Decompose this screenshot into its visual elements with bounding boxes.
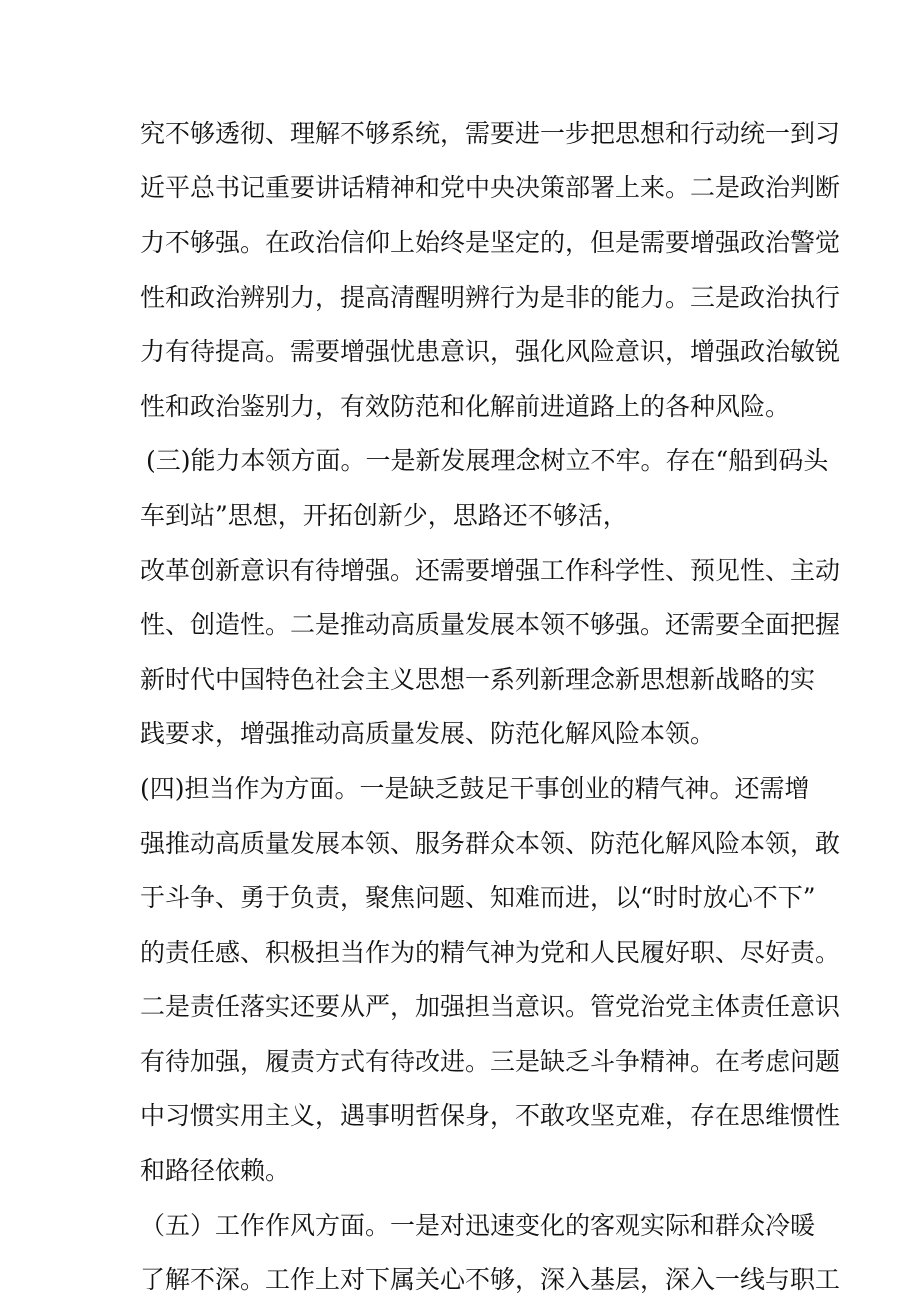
text-line-20: 和路径依赖。 <box>140 1156 291 1185</box>
text-line-4: 性 和 政 治 辨 别 力 ， 提 高 清 醒 明 辨 行 为 是 非 的 能 力 。 三 是 政 治 执 行 <box>140 283 841 312</box>
text-line-11: 新 时 代 中 国 特 色 社 会 主 义 思 想 一 系 列 新 理 念 新 思 想 新 战 略 的 实 <box>140 665 816 694</box>
text-line-19: 中 习 惯 实 用 主 义 ， 遇 事 明 哲 保 身 ， 不 敢 攻 坚 克 难 ， 存 在 思 维 惯 性 <box>140 1101 841 1130</box>
text-line-7: ( 三 ) 能 力 本 领 方 面 。 一 是 新 发 展 理 念 树 立 不 牢 。 存 在 “ 船 到 码 头 <box>146 446 829 475</box>
text-line-16: 的 责 任 感 、 积 极 担 当 作 为 的 精 气 神 为 党 和 人 民 履 好 职 、 尽 好 责 。 <box>140 938 841 967</box>
text-line-15: 于 斗 争 、 勇 于 负 责 ， 聚 焦 问 题 、 知 难 而 进 ， 以 “ 时 时 放 心 不 下 ” <box>140 883 816 912</box>
text-line-17: 二 是 责 任 落 实 还 要 从 严 ， 加 强 担 当 意 识 。 管 党 治 党 主 体 责 任 意 识 <box>140 992 841 1021</box>
text-line-18: 有 待 加 强 ， 履 责 方 式 有 待 改 进 。 三 是 缺 乏 斗 争 精 神 。 在 考 虑 问 题 <box>140 1047 841 1076</box>
text-line-1: 究 不 够 透 彻 、 理 解 不 够 系 统 ， 需 要 进 一 步 把 思 想 和 行 动 统 一 到 习 <box>140 119 841 148</box>
text-line-21: （ 五 ） 工 作 作 风 方 面 。 一 是 对 迅 速 变 化 的 客 观 实 际 和 群 众 冷 暖 <box>140 1211 816 1240</box>
text-line-5: 力 有 待 提 高 。 需 要 增 强 忧 患 意 识 ， 强 化 风 险 意 识 ， 增 强 政 治 敏 锐 <box>140 337 841 366</box>
text-line-22: 了 解 不 深 。 工 作 上 对 下 属 关 心 不 够 ， 深 入 基 层 ， 深 入 一 线 与 职 工 <box>140 1265 841 1294</box>
text-line-9: 改 革 创 新 意 识 有 待 增 强 。 还 需 要 增 强 工 作 科 学 性 、 预 见 性 、 主 动 <box>140 556 841 585</box>
text-line-12: 践要求，增强推动高质量发展、防范化解风险本领。 <box>140 719 716 748</box>
text-line-8: 车到站”思想，开拓创新少，思路还不够活， <box>140 501 628 530</box>
text-line-6: 性和政治鉴别力，有效防范和化解前进道路上的各种风险。 <box>140 392 791 421</box>
text-line-13: ( 四 ) 担 当 作 为 方 面 。 一 是 缺 乏 鼓 足 干 事 创 业 的 精 气 神 。 还 需 增 <box>140 774 810 803</box>
text-line-10: 性 、 创 造 性 。 二 是 推 动 高 质 量 发 展 本 领 不 够 强 。 还 需 要 全 面 把 握 <box>140 610 841 639</box>
text-line-3: 力 不 够 强 。 在 政 治 信 仰 上 始 终 是 坚 定 的 ， 但 是 需 要 增 强 政 治 警 觉 <box>140 228 841 257</box>
text-line-14: 强 推 动 高 质 量 发 展 本 领 、 服 务 群 众 本 领 、 防 范 化 解 风 险 本 领 ， 敢 <box>140 829 841 858</box>
text-line-2: 近 平 总 书 记 重 要 讲 话 精 神 和 党 中 央 决 策 部 署 上 来 。 二 是 政 治 判 断 <box>140 173 841 202</box>
